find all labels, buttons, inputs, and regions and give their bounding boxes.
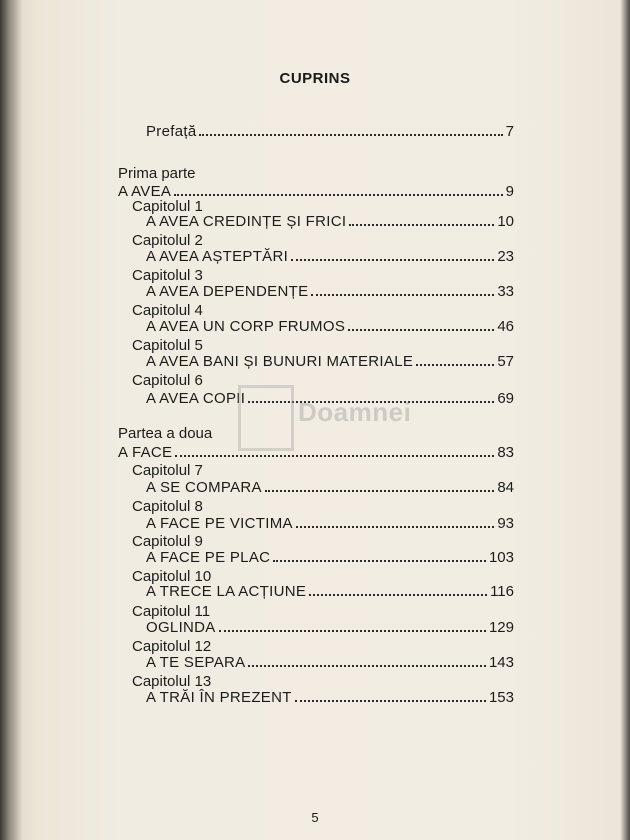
toc-entry-page: 129 <box>488 619 514 636</box>
toc-entry-label: A SE COMPARA <box>146 479 262 496</box>
toc-entry-page: 9 <box>505 183 514 200</box>
toc-entry-label: A FACE PE PLAC <box>146 549 271 566</box>
toc-entry-page: 10 <box>497 213 514 230</box>
part-heading: Partea a doua <box>118 425 213 442</box>
toc-entry-page: 93 <box>497 515 514 532</box>
toc-entry-page: 143 <box>488 654 514 671</box>
toc-entry-page: 69 <box>497 390 514 407</box>
toc-entry-page: 46 <box>497 318 514 335</box>
toc-entry-page: 153 <box>488 689 514 706</box>
toc-entry-label: A FACE PE VICTIMA <box>146 515 293 532</box>
toc-entry-chapter <box>146 476 514 496</box>
toc-entry-chapter <box>146 210 514 230</box>
toc-entry-chapter <box>146 280 514 300</box>
toc-leader-dots <box>199 120 502 136</box>
toc-entry-label: A AVEA AȘTEPTĂRI <box>146 248 289 265</box>
toc-entry-chapter <box>146 651 514 671</box>
chapter-label: Capitolul 9 <box>132 533 203 550</box>
toc-entry-page: 116 <box>490 583 514 600</box>
toc-entry-preface <box>146 120 514 140</box>
chapter-label: Capitolul 4 <box>132 302 203 319</box>
toc-entry-page: 23 <box>497 248 514 265</box>
toc-leader-dots <box>248 651 486 667</box>
toc-leader-dots <box>265 476 494 492</box>
toc-entry-label: Prefață <box>146 123 197 140</box>
toc-entry-page: 57 <box>497 353 514 370</box>
chapter-label: Capitolul 5 <box>132 337 203 354</box>
toc-entry-page: 84 <box>497 479 514 496</box>
toc-leader-dots <box>349 210 494 226</box>
chapter-label: Capitolul 10 <box>132 568 212 585</box>
toc-entry-page: 103 <box>488 549 514 566</box>
toc-entry-chapter <box>146 580 514 600</box>
toc-entry-chapter <box>146 350 514 370</box>
toc-entry-chapter <box>146 686 514 706</box>
toc-entry-label: A AVEA COPII <box>146 390 246 407</box>
toc-entry-label: A AVEA UN CORP FRUMOS <box>146 318 346 335</box>
toc-entry-chapter <box>146 512 514 532</box>
page-edge-shadow <box>620 0 630 840</box>
toc-leader-dots <box>348 315 494 331</box>
toc-entry-part-2 <box>118 441 514 461</box>
toc-entry-label: OGLINDA <box>146 619 216 636</box>
chapter-label: Capitolul 8 <box>132 498 203 515</box>
chapter-label: Capitolul 12 <box>132 638 212 655</box>
toc-entry-page: 83 <box>497 444 514 461</box>
chapter-label: Capitolul 2 <box>132 232 203 249</box>
toc-entry-label: A AVEA CREDINȚE ȘI FRICI <box>146 213 347 230</box>
page-number: 5 <box>311 810 319 825</box>
toc-entry-label: A AVEA DEPENDENȚE <box>146 283 309 300</box>
chapter-label: Capitolul 6 <box>132 372 203 389</box>
chapter-label: Capitolul 13 <box>132 673 212 690</box>
toc-leader-dots <box>296 512 495 528</box>
chapter-label: Capitolul 1 <box>132 198 203 215</box>
toc-entry-label: A TRĂI ÎN PREZENT <box>146 689 292 706</box>
chapter-label: Capitolul 7 <box>132 462 203 479</box>
toc-entry-chapter <box>146 315 514 335</box>
toc-entry-chapter <box>146 245 514 265</box>
toc-entry-page: 7 <box>505 123 514 140</box>
toc-leader-dots <box>219 616 486 632</box>
toc-leader-dots <box>175 441 494 457</box>
toc-entry-label: A AVEA BANI ȘI BUNURI MATERIALE <box>146 353 414 370</box>
toc-leader-dots <box>295 686 486 702</box>
toc-entry-chapter <box>146 616 514 636</box>
toc-leader-dots <box>291 245 494 261</box>
toc-entry-label: A FACE <box>118 444 173 461</box>
chapter-label: Capitolul 3 <box>132 267 203 284</box>
toc-leader-dots <box>174 180 502 196</box>
part-heading: Prima parte <box>118 165 196 182</box>
toc-entry-label: A AVEA <box>118 183 172 200</box>
page-title: CUPRINS <box>279 70 351 87</box>
toc-entry-label: A TE SEPARA <box>146 654 246 671</box>
watermark-text: Doamnei <box>298 397 412 427</box>
toc-leader-dots <box>416 350 494 366</box>
toc-leader-dots <box>309 580 487 596</box>
chapter-label: Capitolul 11 <box>132 603 211 620</box>
page-gutter-shadow <box>0 0 22 840</box>
toc-entry-label: A TRECE LA ACȚIUNE <box>146 583 307 600</box>
toc-leader-dots <box>311 280 494 296</box>
toc-entry-page: 33 <box>497 283 514 300</box>
toc-leader-dots <box>273 546 486 562</box>
toc-entry-chapter <box>146 546 514 566</box>
